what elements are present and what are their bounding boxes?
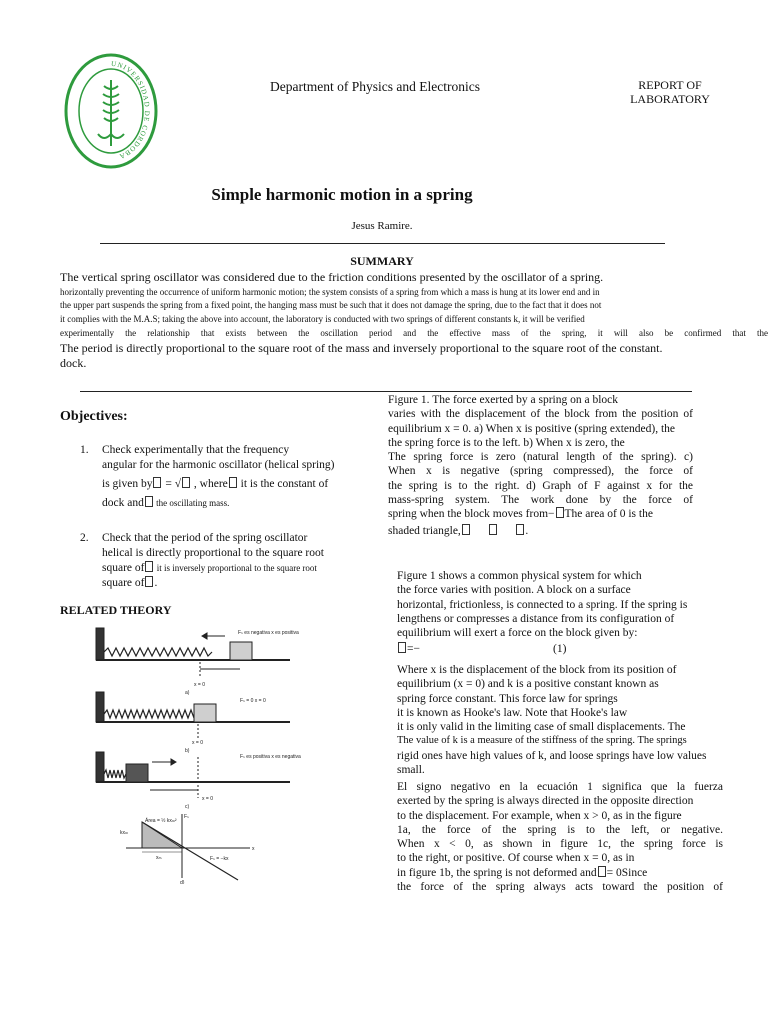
objective-number: 2. [80,532,89,544]
label-b: Fₛ = 0 x = 0 [240,698,266,704]
summary-line: it complies with the M.A.S; taking the above into account, the laboratory is conducted with two springs of different constants k, it will be verified [60,314,585,324]
body-paragraph-3: El signo negativo en la ecuación 1 significa que la fuerza exerted by the spring is always directed in the opposite direction to the displacement. For example, when x > 0, as in the figure 1a, the force of the spring is to the left, or negative. When x < 0, as shown in figure 1c, the spring force is to the right, or positive. Of course when x = 0, as in in figure 1b, the spring is not deformed and = 0Since the force of the spring always acts toward the position of [397,781,723,894]
divider-top [100,243,665,244]
related-theory-heading: RELATED THEORY [60,603,172,617]
missing-glyph-icon [145,496,153,507]
missing-glyph-icon [398,642,406,653]
objective-number: 1. [80,444,89,456]
report-label-line2: LABORATORY [630,92,710,106]
objective-text: square of . [102,577,158,589]
fs-axis-label: Fₛ [184,814,189,820]
missing-glyph-icon [462,524,470,535]
label-c: Fₛ es positiva x es negativa [240,754,301,760]
missing-glyph-icon [153,477,161,488]
objectives-heading: Objectives: [60,409,128,424]
university-seal-logo [64,52,158,170]
seal-ring-text: UNIVERSIDAD DE CORDOBA [110,59,152,161]
objective-text: Check that the period of the spring oscillator [102,532,308,544]
objective-item-2 [80,531,385,591]
paper-title: Simple harmonic motion in a spring [211,185,473,204]
xm-label: xₘ [156,855,162,861]
missing-glyph-icon [489,524,497,535]
objective-text: Check experimentally that the frequency [102,444,290,456]
missing-glyph-icon [556,507,564,518]
objective-formula-line: is given by = √ , where it is the constant of [102,478,329,490]
caption-line: the spring force is to the left. b) When x is zero, the [388,436,625,449]
missing-glyph-icon [516,524,524,535]
label-a: Fₛ es negativa x es positiva [238,630,299,636]
x0-a: x = 0 [194,682,205,688]
x0-b: x = 0 [192,740,203,746]
caption-line: the spring is to the right. d) Graph of F against x for the [388,479,693,492]
missing-glyph-icon [229,477,237,488]
department-name: Department of Physics and Electronics [270,79,480,94]
missing-glyph-icon [182,477,190,488]
divider-mid [80,391,692,392]
caption-line: spring when the block moves from− The area of 0 is the [388,508,653,521]
caption-line: shaded triangle, . [388,524,529,537]
objective-text: helical is directly proportional to the square root [102,547,324,559]
author: Jesus Ramire. [351,220,413,232]
summary-line: The vertical spring oscillator was considered due to the friction conditions presented by the oscillator of a spring. [60,270,604,284]
spring-block-figure [90,622,310,884]
x0-c: x = 0 [202,796,213,802]
report-label-line1: REPORT OF [638,78,702,92]
caption-line: equilibrium x = 0. a) When x is positive (spring extended), the [388,422,676,435]
area-label: Área = ½ kxₘ² [145,818,177,824]
letter-b: b) [185,748,190,754]
missing-glyph-icon [145,576,153,587]
body-paragraph-2: Where x is the displacement of the block from its position of equilibrium (x = 0) and k is a positive constant known as spring force constant. This force law for springs it is known as Hooke's law. Note that Hooke's law it is only valid in the limiting case of small displacements. The The value of k is a measure of the stiffness of the spring. The springs rigid ones have high values of k, and loose springs have low values small. [397,664,707,777]
missing-glyph-icon [145,561,153,572]
summary-line: experimentally the relationship that exists between the oscillation period and the effective mass of the spring, it will also be confirmed that the [60,328,768,338]
objective-item-1 [80,443,385,511]
caption-line: mass-spring system. The work done by the force of [388,494,693,507]
figure-caption [388,393,693,538]
caption-line: The spring force is zero (natural length of the spring). c) [388,451,693,464]
caption-line: Figure 1. The force exerted by a spring on a block [388,394,619,406]
summary-line: the upper part suspends the spring from a fixed point, the hanging mass must be such that it does not damage the spring, due to the fact that it does not [60,300,602,310]
letter-d: d) [180,880,185,884]
summary-line: dock. [60,356,87,370]
x-axis-label: x [252,846,255,852]
hooke-equation: =− (1) [397,642,707,656]
report-label [600,78,740,106]
summary-heading: SUMMARY [350,254,414,268]
letter-c: c) [185,804,190,810]
objective-text: square of it is inversely proportional to the square root [102,562,317,574]
fs-equation-label: Fₛ = −kx [210,856,229,862]
summary-line: horizontally preventing the occurrence of uniform harmonic motion; the system consists of a spring from which a mass is hung at its lower end and in [60,287,600,297]
letter-a: a) [185,690,190,696]
missing-glyph-icon [598,866,606,877]
body-paragraph-1: Figure 1 shows a common physical system for which the force varies with position. A block on a surface horizontal, frictionless, is connected to a spring. If the spring is lengthens or compresses a distance from its configuration of equilibrium will exert a force on the block given by: =− (1) [397,569,707,657]
objective-text: dock and the oscillating mass. [102,497,230,509]
summary-line: The period is directly proportional to the square root of the mass and inversely proportional to the square root of the constant. [60,341,663,355]
caption-line: varies with the displacement of the block from the position of [388,408,693,421]
caption-line: When x is negative (spring compressed), the force of [388,465,693,478]
kx-label: kxₘ [120,830,129,836]
equation-number: (1) [553,643,567,656]
objective-text: angular for the harmonic oscillator (helical spring) [102,459,335,471]
